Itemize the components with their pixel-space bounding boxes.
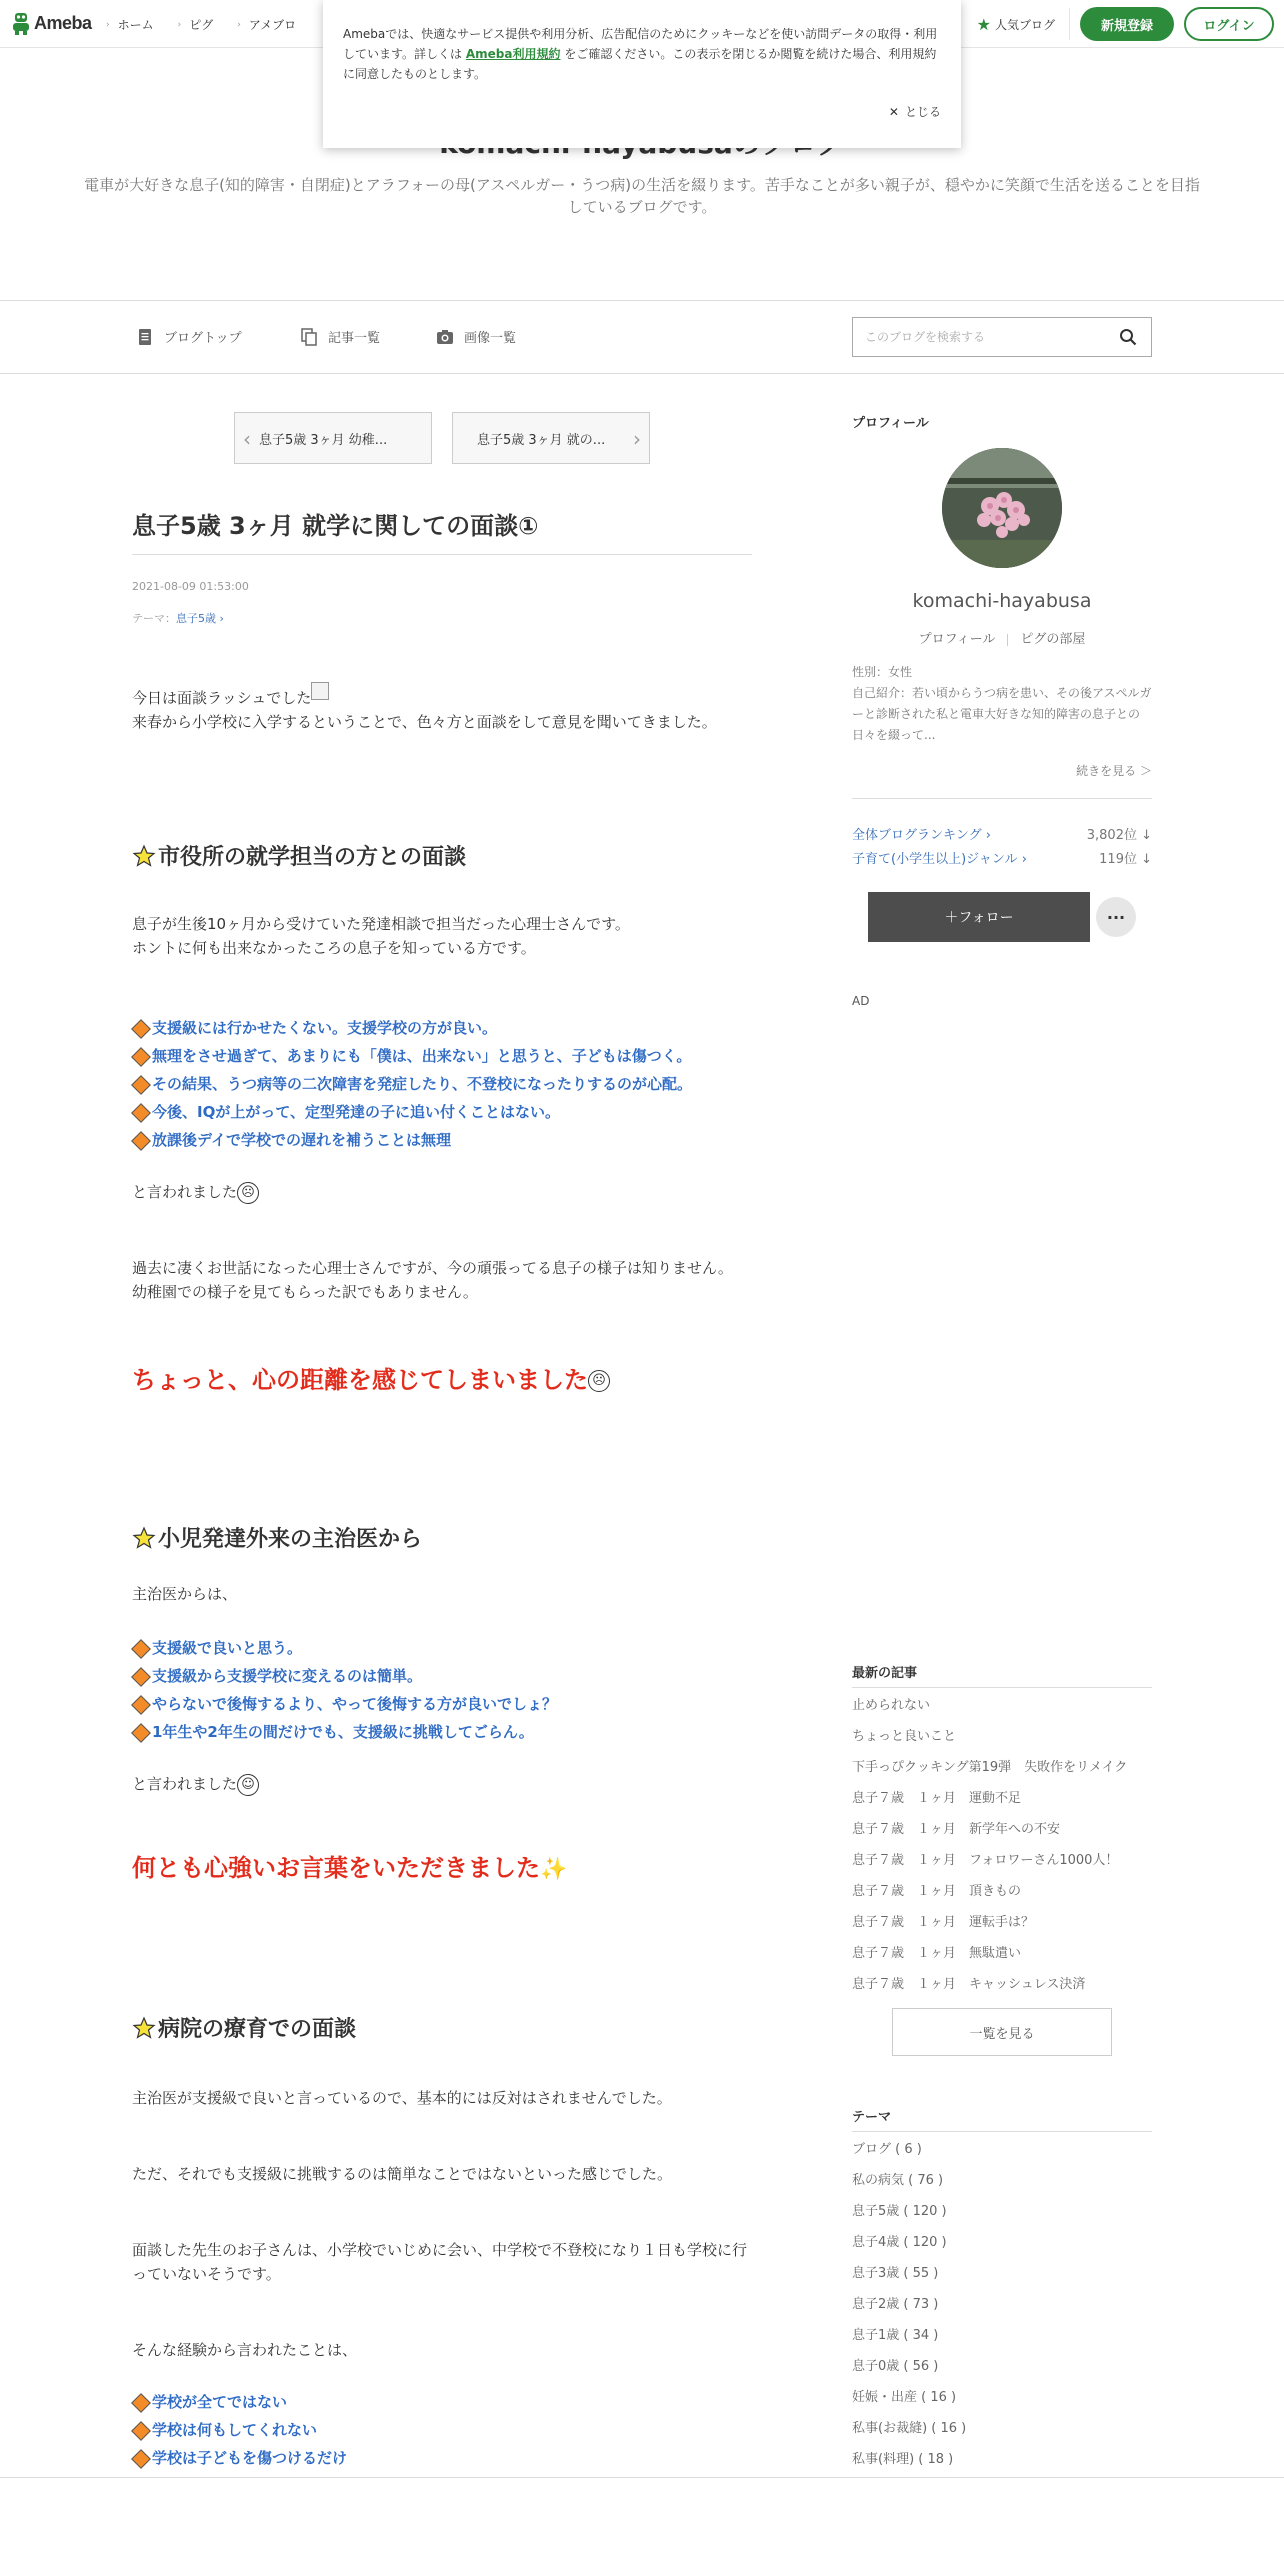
- close-label: とじる: [904, 105, 941, 119]
- ameba-mascot-icon: [12, 11, 30, 35]
- chevron-right-icon: ›: [106, 19, 110, 30]
- chevron-right-icon: ›: [237, 19, 241, 30]
- section-heading-text: 病院の療育での面談: [158, 2017, 357, 2042]
- theme-heading: テーマ: [852, 2106, 1152, 2132]
- login-button[interactable]: ログイン: [1184, 7, 1274, 41]
- sparkle-icon: ✨: [540, 1857, 568, 1882]
- theme-item[interactable]: 私の病気 ( 76 ): [852, 2173, 944, 2188]
- ranking-value: 119位 ↓: [1099, 852, 1152, 867]
- list-item: [132, 2388, 347, 2416]
- search-icon[interactable]: [1119, 328, 1137, 346]
- profile-heading: プロフィール: [852, 416, 929, 431]
- article-date: 2021-08-09 01:53:00: [132, 580, 249, 593]
- nav-link-label: アメブロ: [248, 18, 297, 32]
- list-item: [132, 1070, 692, 1098]
- theme-item[interactable]: 妊娠・出産 ( 16 ): [852, 2390, 957, 2405]
- recent-article-item[interactable]: 息子７歳 １ヶ月 キャッシュレス決済: [852, 1977, 1086, 1992]
- nav-link-pigg[interactable]: [178, 16, 238, 33]
- orange-diamond-icon: [132, 2422, 148, 2438]
- cookie-close-button[interactable]: [889, 103, 941, 120]
- list-item-text: 学校は何もしてくれない: [152, 2421, 318, 2439]
- list-item: [132, 1662, 557, 1690]
- crown-star-icon: ★: [976, 14, 991, 34]
- profile-divider: [852, 798, 1152, 799]
- profile-info: [852, 662, 1152, 746]
- ranking-label: 全体ブログランキング: [852, 828, 982, 843]
- recent-article-item[interactable]: 止められない: [852, 1698, 931, 1713]
- list-item-text: 1年生や2年生の間だけでも、支援級に挑戦してごらん。: [152, 1723, 534, 1741]
- chevron-left-icon: ‹: [243, 427, 251, 451]
- paragraph-therapy-1: 主治医が支援級で良いと言っているので、基本的には反対はされませんでした。: [132, 2089, 672, 2107]
- theme-link[interactable]: 息子5歳 ›: [176, 612, 224, 625]
- previous-article-label: 息子5歳 3ヶ月 幼稚...: [259, 432, 388, 448]
- recent-article-item[interactable]: 息子７歳 １ヶ月 新学年への不安: [852, 1822, 1061, 1837]
- theme-item[interactable]: 息子0歳 ( 56 ): [852, 2359, 939, 2374]
- profile-gender: 性別：女性: [852, 665, 913, 679]
- recent-article-item[interactable]: 息子７歳 １ヶ月 無駄遣い: [852, 1946, 1022, 1961]
- avatar[interactable]: [942, 448, 1062, 568]
- image-list-link[interactable]: [436, 327, 516, 346]
- list-item-text: 放課後デイで学校での遅れを補うことは無理: [152, 1131, 451, 1149]
- star-icon: [132, 844, 156, 868]
- list-item: [132, 1042, 692, 1070]
- theme-link-label: 息子5歳: [176, 612, 216, 625]
- cookie-message: [343, 24, 941, 84]
- list-item: [132, 1690, 557, 1718]
- profile-name[interactable]: komachi-hayabusa: [912, 590, 1092, 612]
- list-item-text: 無理をさせ過ぎて、あまりにも「僕は、出来ない」と思うと、子どもは傷つく。: [152, 1047, 692, 1065]
- orange-diamond-icon: [132, 2450, 148, 2466]
- article-list-link[interactable]: [300, 327, 380, 346]
- list-item: [132, 1098, 692, 1126]
- paragraph-therapy-3: 面談した先生のお子さんは、小学校でいじめに会い、中学校で不登校になり１日も学校に行っていないそうです。: [132, 2241, 748, 2283]
- paragraph-past: [132, 1256, 752, 1304]
- link-separator: [1007, 634, 1008, 646]
- orange-diamond-icon: [132, 1020, 148, 1036]
- section-heading-2: [132, 1522, 422, 1553]
- overall-ranking-link[interactable]: 全体ブログランキング ›: [852, 828, 991, 843]
- emphasis-text: 何とも心強いお言葉をいただきました: [132, 1854, 540, 1882]
- broken-image-icon: [311, 682, 329, 700]
- bullet-list-3: [132, 2388, 347, 2472]
- orange-diamond-icon: [132, 1132, 148, 1148]
- emphasis-text-1: [132, 1360, 610, 1395]
- flower-photo-icon: [942, 448, 1062, 568]
- said-line-2: [132, 1772, 259, 1796]
- recent-article-item[interactable]: 息子７歳 １ヶ月 運動不足: [852, 1791, 1022, 1806]
- emphasis-text: ちょっと、心の距離を感じてしまいました: [132, 1366, 588, 1394]
- list-item: [132, 1718, 557, 1746]
- theme-label: テーマ：: [132, 612, 176, 625]
- theme-item[interactable]: 息子1歳 ( 34 ): [852, 2328, 939, 2343]
- profile-link[interactable]: プロフィール: [918, 632, 996, 647]
- orange-diamond-icon: [132, 1076, 148, 1092]
- chevron-right-icon: ›: [177, 19, 182, 30]
- genre-ranking-link[interactable]: 子育て(小学生以上)ジャンル ›: [852, 852, 1027, 867]
- image-list-label: 画像一覧: [464, 331, 517, 346]
- blog-top-link[interactable]: [136, 327, 242, 346]
- paragraph-psychologist: [132, 912, 752, 960]
- orange-diamond-icon: [132, 1724, 148, 1740]
- recent-articles: [852, 1662, 1152, 2042]
- title-divider: [132, 554, 752, 555]
- theme-item[interactable]: 息子4歳 ( 120 ): [852, 2235, 947, 2250]
- paragraph-doctor: 主治医からは、: [132, 1585, 238, 1603]
- ranking-value: 3,802位 ↓: [1086, 828, 1152, 843]
- ameba-logo[interactable]: [12, 11, 92, 35]
- paragraph-line: 過去に凄くお世話になった心理士さんですが、今の頑張ってる息子の様子は知りません。: [132, 1259, 733, 1277]
- theme-item[interactable]: 息子5歳 ( 120 ): [852, 2204, 947, 2219]
- logo-text: Ameba: [34, 12, 92, 33]
- ranking-label: 子育て(小学生以上)ジャンル: [852, 852, 1018, 867]
- orange-diamond-icon: [132, 1696, 148, 1712]
- nav-link-ameblo[interactable]: [237, 16, 320, 33]
- list-item-text: 支援級で良いと思う。: [152, 1639, 303, 1657]
- terms-link[interactable]: Ameba利用規約: [465, 47, 561, 61]
- intro-paragraph: [132, 686, 752, 734]
- list-item-text: やらないで後悔するより、やって後悔する方が良いでしょ？: [152, 1695, 558, 1713]
- sad-face-icon: ☹: [237, 1182, 259, 1204]
- list-item: [132, 1634, 557, 1662]
- said-text: と言われました: [132, 1775, 238, 1793]
- paragraph-therapy-2: ただ、それでも支援級に挑戦するのは簡単なことではないといった感じでした。: [132, 2165, 673, 2183]
- intro-line-1: 今日は面談ラッシュでした: [132, 689, 312, 707]
- list-item: [132, 1126, 692, 1154]
- recent-article-item[interactable]: ちょっと良いこと: [852, 1729, 957, 1744]
- said-text: と言われました: [132, 1183, 238, 1201]
- popular-blogs-link[interactable]: [977, 8, 1070, 40]
- more-options-button[interactable]: ···: [1096, 897, 1136, 937]
- paragraph-line: 息子が生後10ヶ月から受けていた発達相談で担当だった心理士さんです。: [132, 915, 630, 933]
- bullet-list-2: [132, 1634, 557, 1746]
- next-article-button[interactable]: [452, 412, 650, 464]
- paragraph-line: ホントに何も出来なかったころの息子を知っている方です。: [132, 939, 536, 957]
- recent-article-item[interactable]: 息子７歳 １ヶ月 フォロワーさん1000人！: [852, 1853, 1119, 1868]
- blog-sub-navigation: [0, 300, 1284, 374]
- theme-item[interactable]: 私事(お裁縫) ( 16 ): [852, 2421, 967, 2436]
- list-item: [132, 2444, 347, 2472]
- list-item-text: 支援級から支援学校に変えるのは簡単。: [152, 1667, 423, 1685]
- blog-search-box: [852, 317, 1152, 357]
- theme-item[interactable]: 息子2歳 ( 73 ): [852, 2297, 939, 2312]
- section-heading-3: [132, 2012, 356, 2043]
- recent-article-item[interactable]: 息子７歳 １ヶ月 運転手は？: [852, 1915, 1035, 1930]
- star-icon: [132, 1526, 156, 1550]
- list-item-text: 学校が全てではない: [152, 2393, 288, 2411]
- intro-line-2: 来春から小学校に入学するということで、色々方と面談をして意見を聞いてきました。: [132, 713, 717, 731]
- cookie-text-after: をご確認ください。この表示を閉じるか閲覧を続けた場合、利用規約に同意したものとします。: [343, 47, 937, 81]
- list-item-text: その結果、うつ病等の二次障害を発症したり、不登校になったりするのが心配。: [152, 1075, 693, 1093]
- theme-item[interactable]: 私事(料理) ( 18 ): [852, 2452, 954, 2467]
- next-article-label: 息子5歳 3ヶ月 就の...: [477, 432, 606, 448]
- copy-documents-icon: [300, 328, 318, 346]
- register-button[interactable]: 新規登録: [1080, 7, 1174, 41]
- pigg-room-link[interactable]: ピグの部屋: [1020, 632, 1086, 647]
- list-item: [132, 1014, 692, 1042]
- bullet-list-1: [132, 1014, 692, 1154]
- profile-links: [852, 628, 1152, 647]
- theme-item[interactable]: ブログ ( 6 ): [852, 2142, 922, 2157]
- section-heading-text: 市役所の就学担当の方との面談: [158, 845, 467, 870]
- ad-label: AD: [852, 994, 870, 1008]
- page-bottom-divider: [0, 2477, 1284, 2478]
- camera-icon: [436, 328, 454, 346]
- section-heading-text: 小児発達外来の主治医から: [158, 1527, 423, 1552]
- list-item: [132, 2416, 347, 2444]
- previous-article-button[interactable]: [234, 412, 432, 464]
- sidebar: [852, 412, 1152, 1008]
- read-more-link[interactable]: 続きを見る ＞: [1076, 764, 1152, 778]
- chevron-right-icon: ›: [633, 427, 641, 451]
- article-theme: [132, 610, 224, 626]
- orange-diamond-icon: [132, 1048, 148, 1064]
- recent-article-item[interactable]: 息子７歳 １ヶ月 頂きもの: [852, 1884, 1022, 1899]
- ranking-row-genre: [852, 848, 1152, 867]
- star-icon: [132, 2016, 156, 2040]
- theme-list: [852, 2106, 1152, 2475]
- smile-face-icon: ☺: [237, 1774, 259, 1796]
- nav-link-label: ホーム: [117, 18, 154, 32]
- document-icon: [136, 328, 154, 346]
- orange-diamond-icon: [132, 1640, 148, 1656]
- popular-blogs-label: 人気ブログ: [994, 17, 1055, 32]
- paragraph-line: 幼稚園での様子を見てもらった訳でもありません。: [132, 1283, 478, 1301]
- orange-diamond-icon: [132, 1104, 148, 1120]
- recent-articles-heading: 最新の記事: [852, 1662, 1152, 1688]
- view-all-articles-button[interactable]: 一覧を見る: [892, 2008, 1112, 2056]
- blog-top-label: ブログトップ: [164, 331, 242, 346]
- cookie-consent-dialog: [323, 0, 961, 148]
- close-icon: ✕: [888, 104, 899, 119]
- blog-description: 電車が大好きな息子(知的障害・自閉症)とアラフォーの母(アスペルガー・うつ病)の生活を綴ります。苦手なことが多い親子が、穏やかに笑顔で生活を送ることを目指しているブログです。: [84, 176, 1200, 216]
- article-title: 息子5歳 3ヶ月 就学に関しての面談①: [132, 512, 539, 540]
- sad-face-icon: ☹: [588, 1370, 610, 1392]
- nav-link-home[interactable]: [106, 16, 178, 33]
- said-line-1: [132, 1180, 259, 1204]
- blog-search-input[interactable]: [853, 318, 1103, 356]
- follow-button[interactable]: ＋フォロー: [868, 892, 1090, 942]
- profile-intro: 自己紹介：若い頃からうつ病を患い、その後アスペルガーと診断された私と電車大好きな知的障害の息子との日々を綴って...: [852, 686, 1152, 742]
- recent-article-item[interactable]: 下手っぴクッキング第19弾 失敗作をリメイク: [852, 1760, 1128, 1775]
- orange-diamond-icon: [132, 2394, 148, 2410]
- emphasis-text-2: [132, 1848, 567, 1883]
- cookie-text-before: Amebaでは、快適なサービス提供や利用分析、広告配信のためにクッキーなどを使い訪問データの取得・利用しています。詳しくは: [343, 27, 938, 61]
- paragraph-therapy-4: そんな経験から言われたことは、: [132, 2341, 358, 2359]
- orange-diamond-icon: [132, 1668, 148, 1684]
- theme-item[interactable]: 息子3歳 ( 55 ): [852, 2266, 939, 2281]
- article-list-label: 記事一覧: [328, 331, 381, 346]
- list-item-text: 学校は子どもを傷つけるだけ: [152, 2449, 348, 2467]
- list-item-text: 支援級には行かせたくない。支援学校の方が良い。: [152, 1019, 498, 1037]
- nav-link-label: ピグ: [189, 18, 214, 32]
- section-heading-1: [132, 840, 466, 871]
- list-item-text: 今後、IQが上がって、定型発達の子に追い付くことはない。: [152, 1103, 561, 1121]
- ranking-row-overall: [852, 824, 1152, 843]
